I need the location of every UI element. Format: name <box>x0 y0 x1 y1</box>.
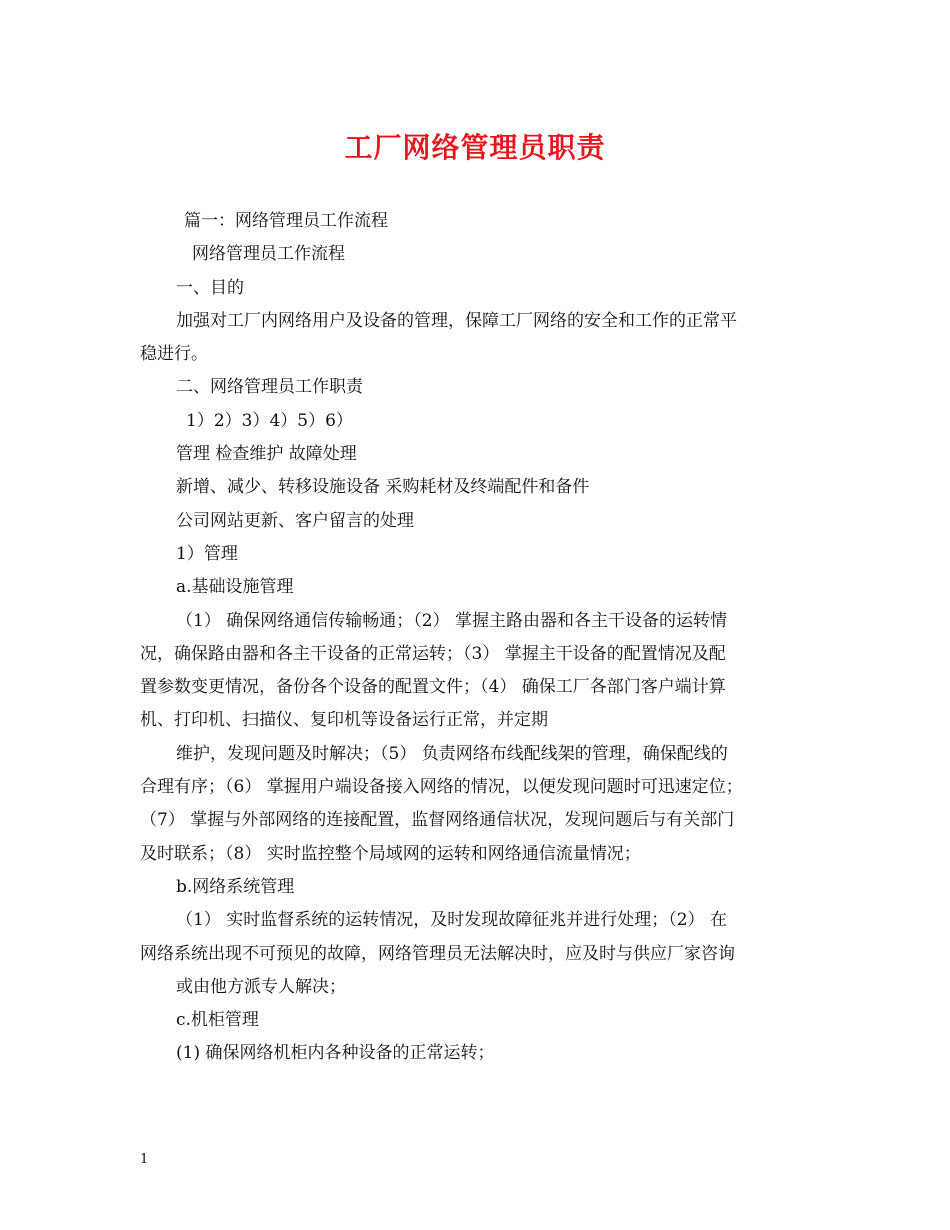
paragraph-line: 网络系统出现不可预见的故障，网络管理员无法解决时，应及时与供应厂家咨询 <box>140 943 735 964</box>
paragraph-line: (1) 确保网络机柜内各种设备的正常运转； <box>176 1043 495 1064</box>
paragraph-line: 公司网站更新、客户留言的处理 <box>176 510 414 531</box>
paragraph-line: 合理有序；（6） 掌握用户端设备接入网络的情况，以便发现问题时可迅速定位； <box>140 777 743 798</box>
paragraph-line: （7） 掌握与外部网络的连接配置，监督网络通信状况，发现问题后与有关部门 <box>140 810 735 831</box>
paragraph-line: （1） 实时监督系统的运转情况，及时发现故障征兆并进行处理；（2） 在 <box>176 910 727 931</box>
section-heading: 篇一：网络管理员工作流程 <box>184 211 388 231</box>
paragraph-line: 况，确保路由器和各主干设备的正常运转；（3） 掌握主干设备的配置情况及配 <box>140 643 726 664</box>
paragraph-line: 管理 检查维护 故障处理 <box>176 444 357 465</box>
subsection-heading: a.基础设施管理 <box>176 577 294 598</box>
subheading: 网络管理员工作流程 <box>192 244 345 265</box>
paragraph-line: 1）2）3）4）5）6） <box>186 410 353 431</box>
subsection-heading: b.网络系统管理 <box>176 876 295 897</box>
document-title: 工厂网络管理员职责 <box>344 131 606 164</box>
section-heading: 二、网络管理员工作职责 <box>176 377 363 398</box>
paragraph-line: 维护，发现问题及时解决；（5） 负责网络布线配线架的管理，确保配线的 <box>176 743 728 764</box>
subsection-heading: 1）管理 <box>176 543 238 564</box>
paragraph-line: 新增、减少、转移设施设备 采购耗材及终端配件和备件 <box>176 477 590 498</box>
section-heading: 一、目的 <box>176 277 244 298</box>
paragraph-line: 加强对工厂内网络用户及设备的管理，保障工厂网络的安全和工作的正常平 <box>176 310 737 331</box>
paragraph-line: 稳进行。 <box>140 344 208 365</box>
page-number: 1 <box>140 1152 149 1167</box>
subsection-heading: c.机柜管理 <box>176 1010 259 1031</box>
paragraph-line: 或由他方派专人解决； <box>176 976 346 997</box>
paragraph-line: （1） 确保网络通信传输畅通；（2） 掌握主路由器和各主干设备的运转情 <box>176 610 727 631</box>
paragraph-line: 置参数变更情况，备份各个设备的配置文件；（4） 确保工厂各部门客户端计算 <box>140 677 726 698</box>
paragraph-line: 及时联系；（8） 实时监控整个局域网的运转和网络通信流量情况； <box>140 843 641 864</box>
paragraph-line: 机、打印机、扫描仪、复印机等设备运行正常，并定期 <box>140 710 548 731</box>
document-body <box>140 205 815 1071</box>
